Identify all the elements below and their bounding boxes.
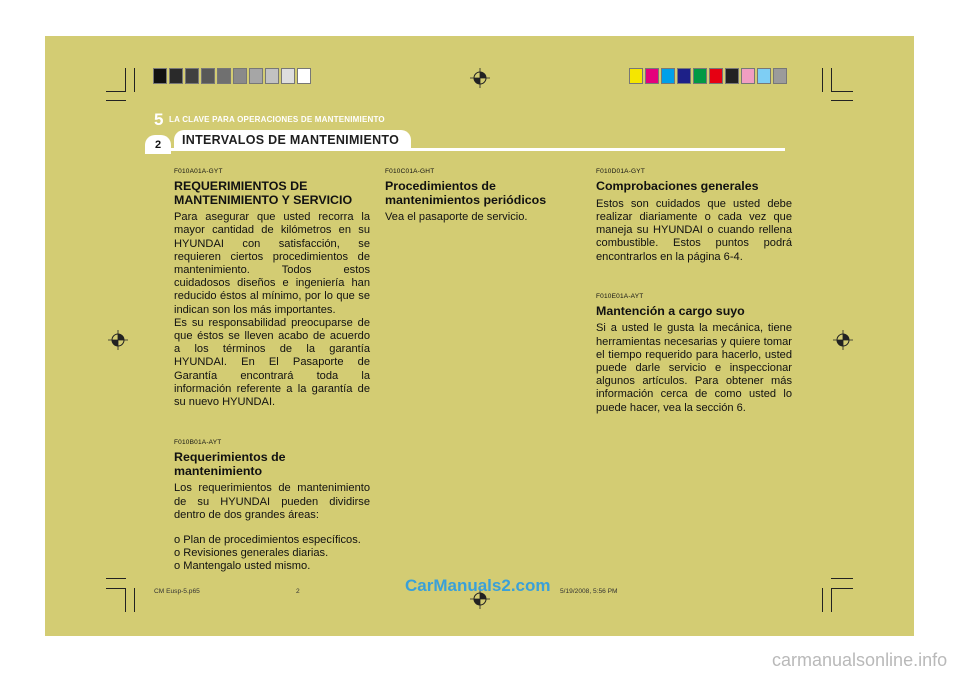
color-swatch — [629, 68, 643, 84]
crop-mark — [106, 578, 126, 579]
color-swatch — [265, 68, 279, 84]
color-swatch — [185, 68, 199, 84]
paragraph: Es su responsabilidad preocuparse de que éstos se lleven acabo de acuerdo a los términos de la garantía HYUNDAI. En El Pasaporte de Garantía encontrará toda la información referente a la garantía de su nuevo HYUNDAI. — [174, 316, 370, 409]
crop-mark — [125, 588, 126, 612]
paragraph: Si a usted le gusta la mecánica, tiene herramientas necesarias y quiere tomar el tiempo requerido para hacerlo, usted puede darle servicio e inspeccionar algunos artículos. Para obtener más información cerca de como usted lo puede hacer, vea la sección 6. — [596, 322, 792, 414]
footer-page: 2 — [296, 588, 300, 595]
section-heading: Requerimientos de mantenimiento — [174, 450, 286, 478]
section-heading: Procedimientos de mantenimientos periódicos — [385, 179, 547, 207]
paragraph: Los requerimientos de mantenimiento de su HYUNDAI pueden dividirse dentro de dos grandes áreas: — [174, 482, 370, 521]
list-item: o Plan de procedimientos específicos. — [174, 534, 361, 547]
crop-mark — [831, 68, 832, 92]
list-item: o Mantengalo usted mismo. — [174, 560, 311, 573]
section-code: F010A01A-GYT — [174, 168, 223, 175]
color-swatch — [201, 68, 215, 84]
section-code: F010C01A-GHT — [385, 168, 435, 175]
color-swatch — [725, 68, 739, 84]
color-swatch — [645, 68, 659, 84]
registration-mark-icon — [833, 330, 853, 350]
color-swatch — [169, 68, 183, 84]
color-swatch — [217, 68, 231, 84]
section-heading: Comprobaciones generales — [596, 179, 759, 194]
color-swatch — [741, 68, 755, 84]
crop-mark — [106, 100, 126, 101]
crop-mark — [134, 588, 135, 612]
color-swatch — [757, 68, 771, 84]
column-left — [174, 165, 370, 574]
column-middle — [385, 165, 581, 224]
paragraph: Para asegurar que usted recorra la mayor cantidad de kilómetros en su HYUNDAI con satisfacción, se requieren ciertos procedimientos de mantenimiento. Todos estos cuidadosos diseños e ingeniería han reducido éstos al mínimo, por lo que se indican son los más importantes. — [174, 211, 370, 316]
crop-mark — [831, 91, 853, 92]
crop-mark — [125, 68, 126, 92]
paragraph: Estos son cuidados que usted debe realizar diariamente o cada vez que maneja su HYUNDAI o cuando rellena combustible. Estos puntos podrá encontrarlos en la página 6-4. — [596, 197, 792, 263]
color-swatch — [709, 68, 723, 84]
color-swatch — [297, 68, 311, 84]
crop-mark — [831, 588, 853, 589]
color-swatch — [661, 68, 675, 84]
color-swatch — [153, 68, 167, 84]
paragraph: Vea el pasaporte de servicio. — [385, 211, 528, 224]
crop-mark — [106, 588, 126, 589]
section-code: F010B01A-AYT — [174, 439, 222, 447]
section-heading: Mantención a cargo suyo — [596, 303, 745, 318]
chapter-number: 5 — [154, 110, 164, 129]
crop-mark — [134, 68, 135, 92]
page-number: 2 — [145, 135, 171, 154]
footer-date: 5/19/2008, 5:56 PM — [560, 588, 618, 595]
section-code: F010D01A-GYT — [596, 168, 646, 175]
crop-mark — [831, 100, 853, 101]
color-swatch — [233, 68, 247, 84]
section-tab: INTERVALOS DE MANTENIMIENTO — [174, 130, 411, 149]
crop-mark — [822, 68, 823, 92]
column-right — [596, 165, 792, 415]
crop-mark — [831, 588, 832, 612]
registration-mark-icon — [470, 68, 490, 88]
color-swatch — [281, 68, 295, 84]
color-swatch — [773, 68, 787, 84]
color-swatch — [693, 68, 707, 84]
color-swatch — [249, 68, 263, 84]
crop-mark — [822, 588, 823, 612]
watermark-link[interactable]: CarManuals2.com — [405, 576, 551, 595]
section-heading: REQUERIMIENTOS DE MANTENIMIENTO Y SERVICIO — [174, 179, 353, 207]
registration-mark-icon — [108, 330, 128, 350]
section-code: F010E01A-AYT — [596, 292, 644, 300]
chapter-title: LA CLAVE PARA OPERACIONES DE MANTENIMIENTO — [169, 115, 385, 124]
footer-filename: CM Eusp-5.p65 — [154, 588, 200, 595]
list-item: o Revisiones generales diarias. — [174, 547, 329, 560]
crop-mark — [106, 91, 126, 92]
crop-mark — [831, 578, 853, 579]
watermark-text: carmanualsonline.info — [772, 650, 948, 670]
color-swatch — [677, 68, 691, 84]
